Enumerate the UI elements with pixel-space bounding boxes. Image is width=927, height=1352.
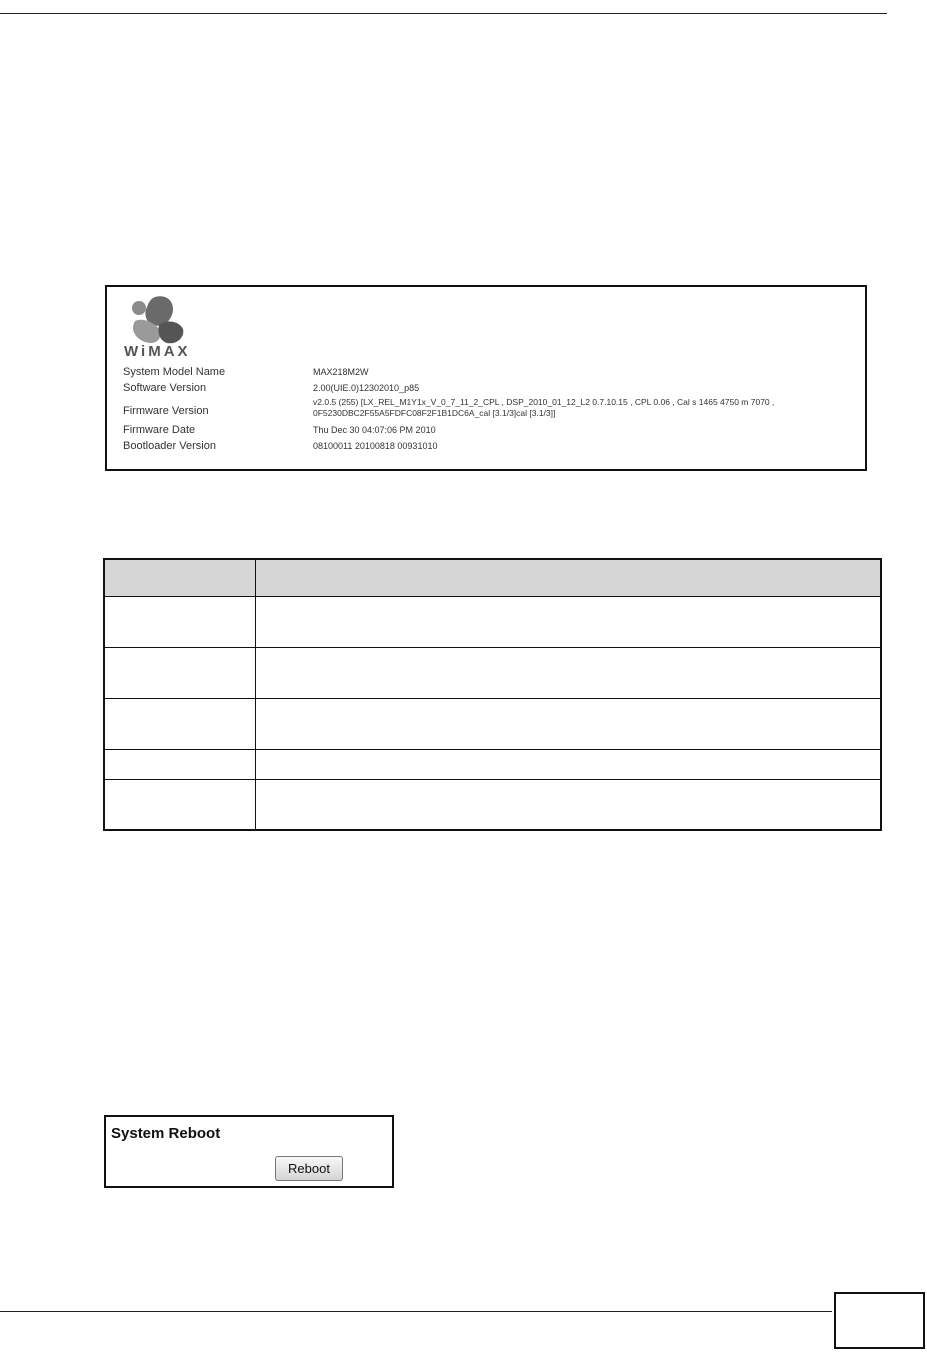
bootloader-version-value: 08100011 20100818 00931010 xyxy=(313,441,438,451)
firmware-date-label: Firmware Date xyxy=(123,424,196,436)
table-cell xyxy=(256,699,882,750)
firmware-version-value-line1: v2.0.5 (255) [LX_REL_M1Y1x_V_0_7_11_2_CPL , DSP_2010_01_12_L2 0.7.10.15 , CPL 0.06 , Cal s 1465 4750 m 7070 , xyxy=(313,397,775,407)
table-cell xyxy=(104,750,256,780)
table-row xyxy=(104,780,881,831)
header-rule xyxy=(0,13,887,14)
table-row xyxy=(104,750,881,780)
table-cell xyxy=(104,780,256,831)
software-version-value: 2.00(UIE.0)12302010_p85 xyxy=(313,383,420,393)
page-number-box xyxy=(834,1292,925,1349)
table-header-cell xyxy=(104,559,256,597)
table-row xyxy=(104,699,881,750)
firmware-version-label: Firmware Version xyxy=(123,405,209,417)
table-cell xyxy=(256,750,882,780)
table-header-cell xyxy=(256,559,882,597)
firmware-version-value-line2: 0F5230DBC2F55A5FDFC08F2F1B1DC6A_cal [3.1/3]cal [3.1/3]] xyxy=(313,408,556,418)
table-cell xyxy=(256,648,882,699)
table-cell xyxy=(104,597,256,648)
table-cell xyxy=(256,780,882,831)
wimax-logo-text: WiMAX xyxy=(124,343,191,360)
software-version-label: Software Version xyxy=(123,382,207,394)
bootloader-version-label: Bootloader Version xyxy=(123,440,216,452)
firmware-date-value: Thu Dec 30 04:07:06 PM 2010 xyxy=(313,425,436,435)
model-name-value: MAX218M2W xyxy=(313,367,369,377)
model-name-label: System Model Name xyxy=(123,366,226,378)
table-row xyxy=(104,597,881,648)
table-row xyxy=(104,648,881,699)
system-reboot-panel xyxy=(104,1115,394,1188)
footer-rule xyxy=(0,1311,832,1312)
table-header-row xyxy=(104,559,881,597)
reboot-button[interactable]: Reboot xyxy=(275,1156,343,1181)
description-table xyxy=(103,558,882,831)
system-reboot-title: System Reboot xyxy=(111,1125,221,1142)
table-cell xyxy=(256,597,882,648)
table-cell xyxy=(104,699,256,750)
table-cell xyxy=(104,648,256,699)
system-info-panel xyxy=(105,285,867,471)
